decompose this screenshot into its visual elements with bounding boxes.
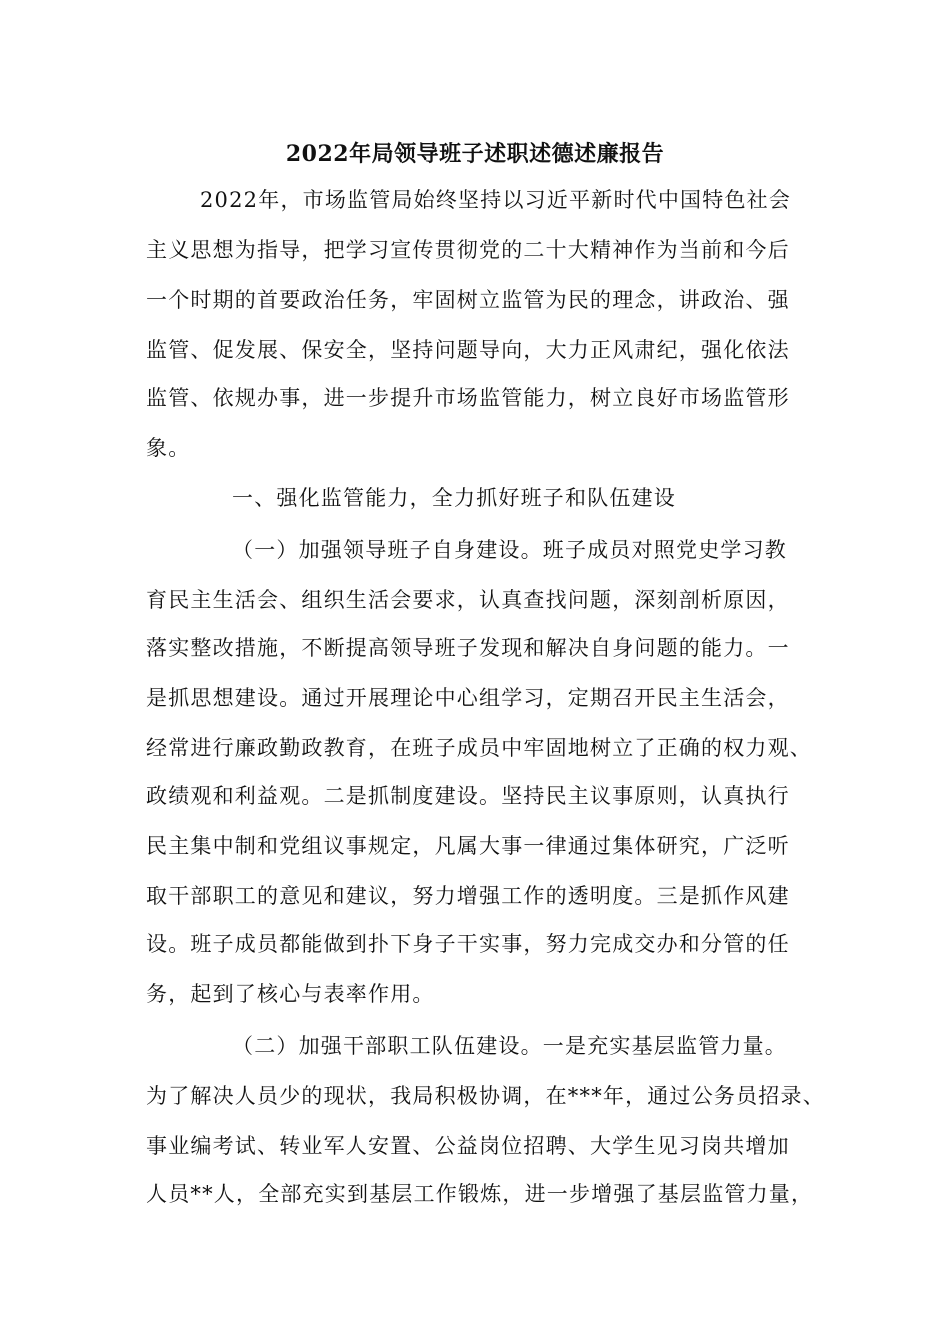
paragraph-line: 一个时期的首要政治任务，牢固树立监管为民的理念，讲政治、强 [146, 288, 790, 312]
paragraph-line: 政绩观和利益观。二是抓制度建设。坚持民主议事原则，认真执行 [146, 784, 790, 808]
paragraph-line: 监管、依规办事，进一步提升市场监管能力，树立良好市场监管形 [146, 386, 790, 410]
subsection-heading-line: （二）加强干部职工队伍建设。一是充实基层监管力量。 [232, 1034, 787, 1058]
paragraph-line: 民主集中制和党组议事规定，凡属大事一律通过集体研究，广泛听 [146, 834, 790, 858]
paragraph-line: 人员**人，全部充实到基层工作锻炼，进一步增强了基层监管力量， [146, 1182, 814, 1206]
paragraph-line: 经常进行廉政勤政教育，在班子成员中牢固地树立了正确的权力观、 [146, 736, 812, 760]
paragraph-line: 主义思想为指导，把学习宣传贯彻党的二十大精神作为当前和今后 [146, 238, 790, 262]
paragraph-line: 为了解决人员少的现状，我局积极协调，在***年，通过公务员招录、 [146, 1084, 825, 1108]
paragraph-line: 是抓思想建设。通过开展理论中心组学习，定期召开民主生活会， [146, 686, 790, 710]
paragraph-line: 落实整改措施，不断提高领导班子发现和解决自身问题的能力。一 [146, 636, 790, 660]
subsection-heading-line: （一）加强领导班子自身建设。班子成员对照党史学习教 [232, 538, 787, 562]
paragraph-line: 育民主生活会、组织生活会要求，认真查找问题，深刻剖析原因， [146, 588, 790, 612]
paragraph-line: 象。 [146, 436, 191, 460]
paragraph-line: 设。班子成员都能做到扑下身子干实事，努力完成交办和分管的任 [146, 932, 790, 956]
paragraph-line: 务，起到了核心与表率作用。 [146, 982, 435, 1006]
paragraph-line: 监管、促发展、保安全，坚持问题导向，大力正风肃纪，强化依法 [146, 338, 790, 362]
paragraph-line: 2022年，市场监管局始终坚持以习近平新时代中国特色社会 [200, 188, 792, 212]
paragraph-line: 取干部职工的意见和建议，努力增强工作的透明度。三是抓作风建 [146, 884, 790, 908]
paragraph-line: 事业编考试、转业军人安置、公益岗位招聘、大学生见习岗共增加 [146, 1134, 790, 1158]
section-heading: 一、强化监管能力，全力抓好班子和队伍建设 [232, 486, 676, 510]
document-title: 2022年局领导班子述职述德述廉报告 [285, 141, 665, 167]
